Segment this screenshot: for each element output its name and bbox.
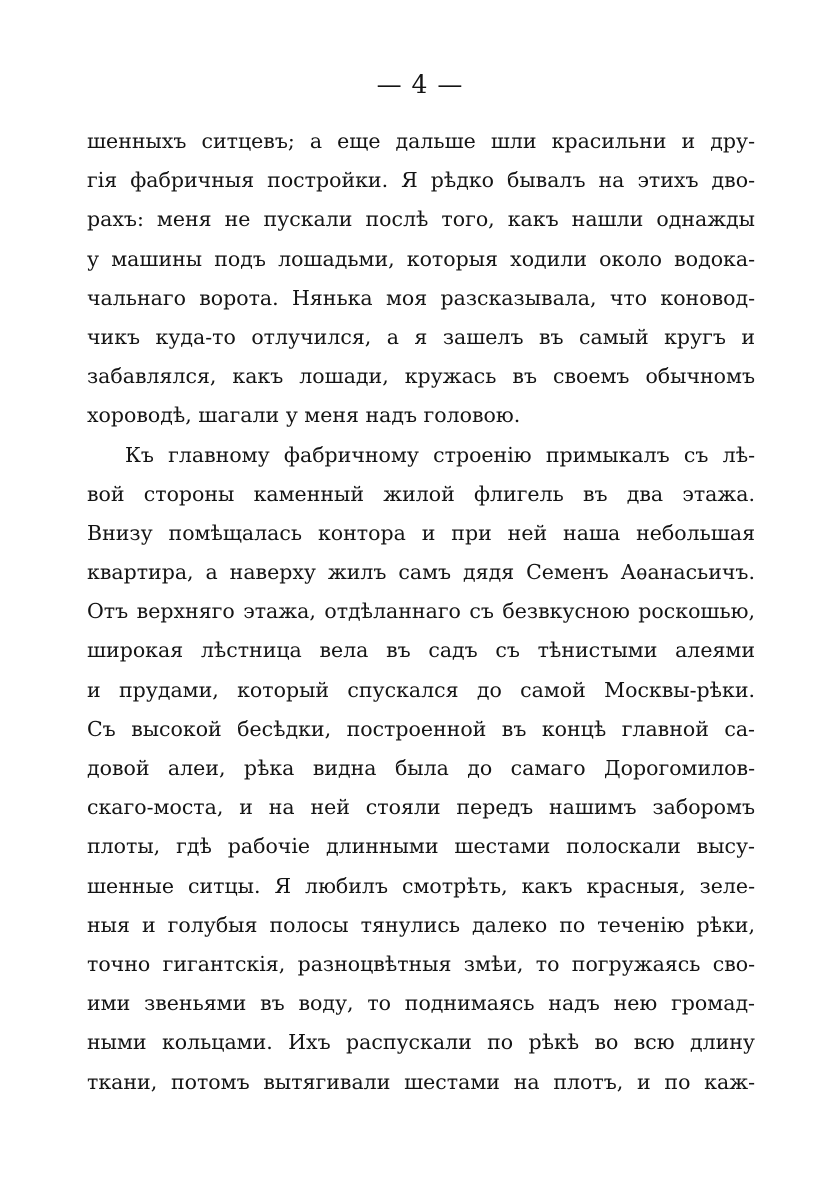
- text-line: забавлялся, какъ лошади, кружась въ своемъ обычномъ: [87, 364, 755, 389]
- text-line: ткани, потомъ вытягивали шестами на плотъ, и по каж-: [87, 1069, 755, 1094]
- text-line: ныя и голубыя полосы тянулись далеко по теченію рѣки,: [87, 912, 755, 937]
- text-line: у машины подъ лошадьми, которыя ходили около водока-: [87, 246, 755, 271]
- paragraph-first-line: Къ главному фабричному строенію примыкалъ съ лѣ-: [125, 442, 755, 467]
- text-line: широкая лѣстница вела въ садъ съ тѣнистыми алеями: [87, 638, 755, 663]
- text-line: ими звеньями въ воду, то поднимаясь надъ нею громад-: [87, 991, 755, 1016]
- text-line: плоты, гдѣ рабочіе длинными шестами полоскали высу-: [87, 834, 755, 859]
- text-line: чикъ куда-то отлучился, а я зашелъ въ самый кругъ и: [87, 324, 755, 349]
- text-line: шенные ситцы. Я любилъ смотрѣть, какъ красныя, зеле-: [87, 873, 755, 898]
- text-line: и прудами, который спускался до самой Москвы-рѣки.: [87, 677, 755, 702]
- text-line: гія фабричныя постройки. Я рѣдко бывалъ на этихъ дво-: [87, 168, 755, 193]
- text-line: рахъ: меня не пускали послѣ того, какъ нашли однажды: [87, 207, 755, 232]
- text-line: Съ высокой бесѣдки, построенной въ концѣ главной са-: [87, 716, 755, 741]
- text-line: хороводѣ, шагали у меня надъ головою.: [87, 403, 521, 428]
- body-text: [87, 122, 755, 1102]
- text-line: Отъ верхняго этажа, отдѣланнаго съ безвкусною роскошью,: [87, 599, 755, 624]
- text-line: шенныхъ ситцевъ; а еще дальше шли красильни и дру-: [87, 129, 755, 153]
- text-line: ными кольцами. Ихъ распускали по рѣкѣ во всю длину: [87, 1030, 755, 1055]
- text-line: скаго-моста, и на ней стояли передъ нашимъ заборомъ: [87, 795, 755, 820]
- page-number: — 4 —: [376, 70, 464, 99]
- text-line: вой стороны каменный жилой флигель въ два этажа.: [87, 481, 755, 506]
- text-line: довой алеи, рѣка видна была до самаго Дорогомилов-: [87, 756, 755, 780]
- text-line: чальнаго ворота. Нянька моя разсказывала, что коновод-: [87, 285, 755, 310]
- text-line: Внизу помѣщалась контора и при ней наша небольшая: [87, 520, 755, 545]
- text-line: точно гигантскія, разноцвѣтныя змѣи, то погружаясь сво-: [87, 951, 755, 976]
- text-line: квартира, а наверху жилъ самъ дядя Семенъ Аѳанасьичъ.: [87, 560, 755, 585]
